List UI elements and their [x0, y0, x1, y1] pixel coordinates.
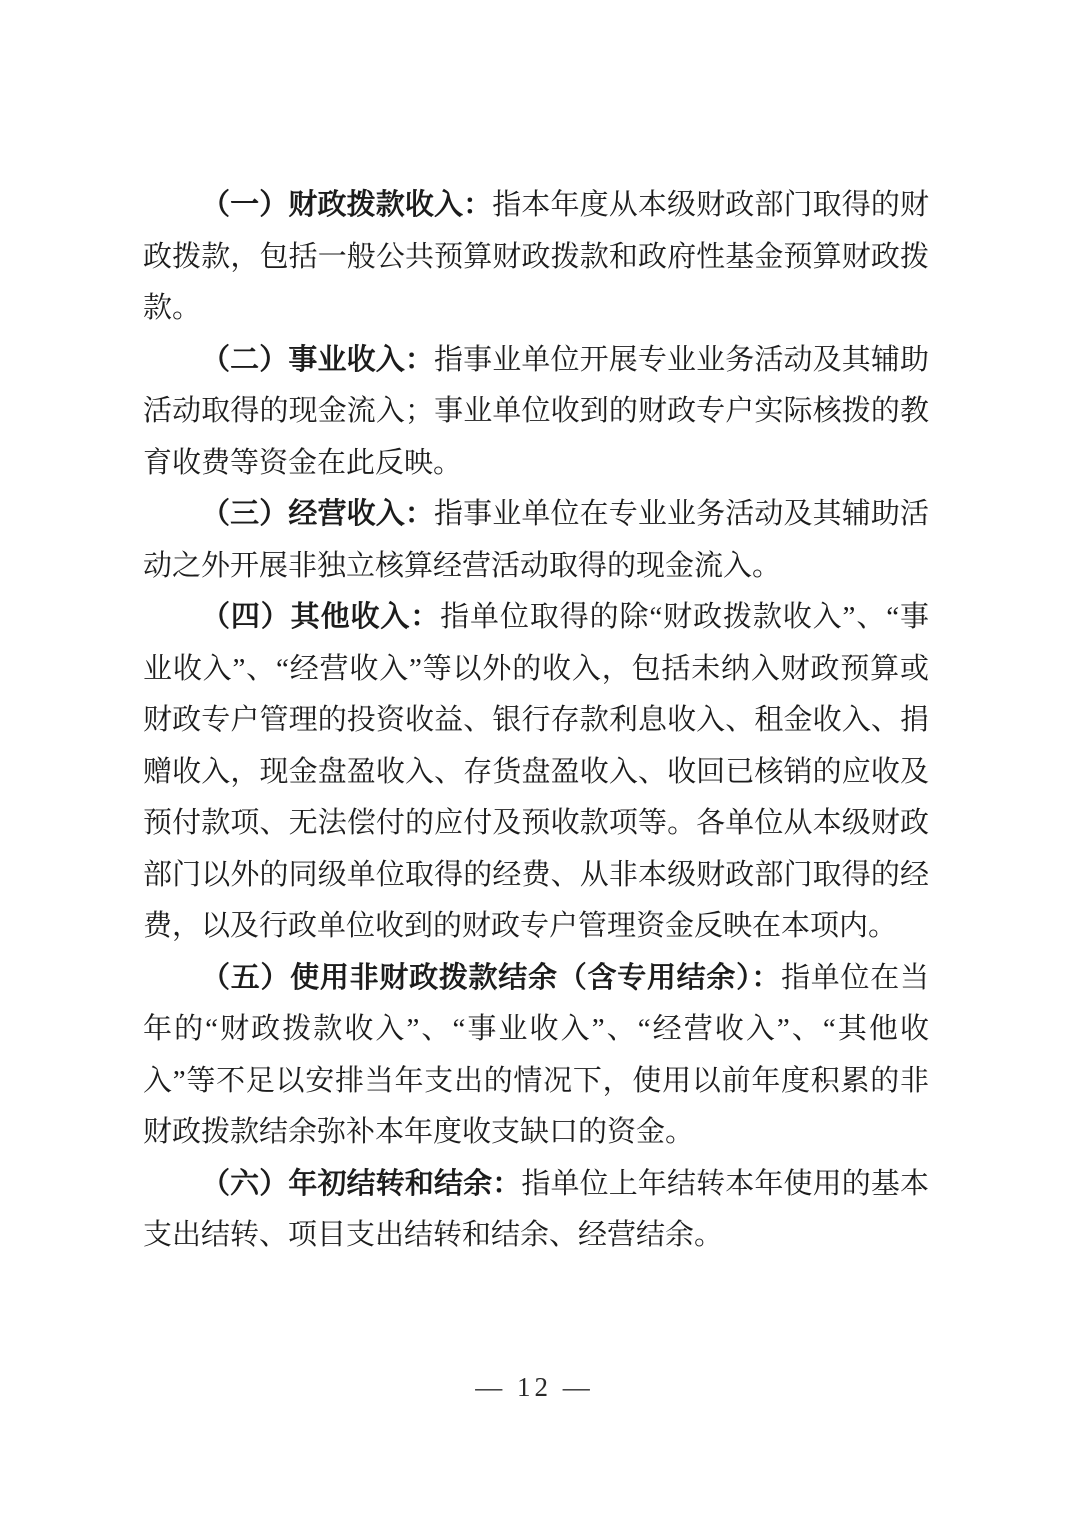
page-number: — 12 —: [475, 1372, 594, 1402]
paragraph-other-income: [143, 592, 929, 953]
paragraph-carryover-balance: [143, 1159, 929, 1262]
paragraph-business-income: [143, 489, 929, 592]
paragraph-lead: （五）使用非财政拨款结余（含专用结余）：: [201, 961, 782, 994]
paragraph-non-fiscal-surplus: [143, 953, 929, 1159]
paragraph-text: 指事业单位在专业业务活动及其辅助活动之外开展非独立核算经营活动取得的现金流入。: [143, 498, 929, 582]
paragraph-lead: （四）其他收入：: [201, 601, 441, 633]
paragraph-fiscal-appropriation-income: [143, 180, 929, 335]
paragraph-text: 指单位上年结转本年使用的基本支出结转、项目支出结转和结余、经营结余。: [143, 1167, 929, 1251]
paragraph-text: 指本年度从本级财政部门取得的财政拨款，包括一般公共预算财政拨款和政府性基金预算财政拨款。: [143, 189, 929, 324]
paragraph-operating-income: [143, 335, 929, 490]
paragraph-lead: （六）年初结转和结余：: [201, 1167, 522, 1200]
document-body: [143, 180, 929, 1262]
paragraph-text: 指事业单位开展专业业务活动及其辅助活动取得的现金流入；事业单位收到的财政专户实际核拨的教育收费等资金在此反映。: [143, 343, 929, 479]
paragraph-lead: （二）事业收入：: [201, 343, 434, 376]
paragraph-text: 指单位取得的除“财政拨款收入”、“事业收入”、“经营收入”等以外的收入，包括未纳入财政预算或财政专户管理的投资收益、银行存款利息收入、租金收入、捐赠收入，现金盘盈收入、存货盘盈收入、收回已核销的应收及预付款项、无法偿付的应付及预收款项等。各单位从本级财政部门以外的同级单位取得的经费、从非本级财政部门取得的经费，以及行政单位收到的财政专户管理资金反映在本项内。: [143, 601, 929, 942]
paragraph-lead: （三）经营收入：: [201, 498, 434, 530]
paragraph-lead: （一）财政拨款收入：: [201, 189, 493, 221]
paragraph-text: 指单位在当年的“财政拨款收入”、“事业收入”、“经营收入”、“其他收入”等不足以安排当年支出的情况下，使用以前年度积累的非财政拨款结余弥补本年度收支缺口的资金。: [143, 961, 929, 1148]
